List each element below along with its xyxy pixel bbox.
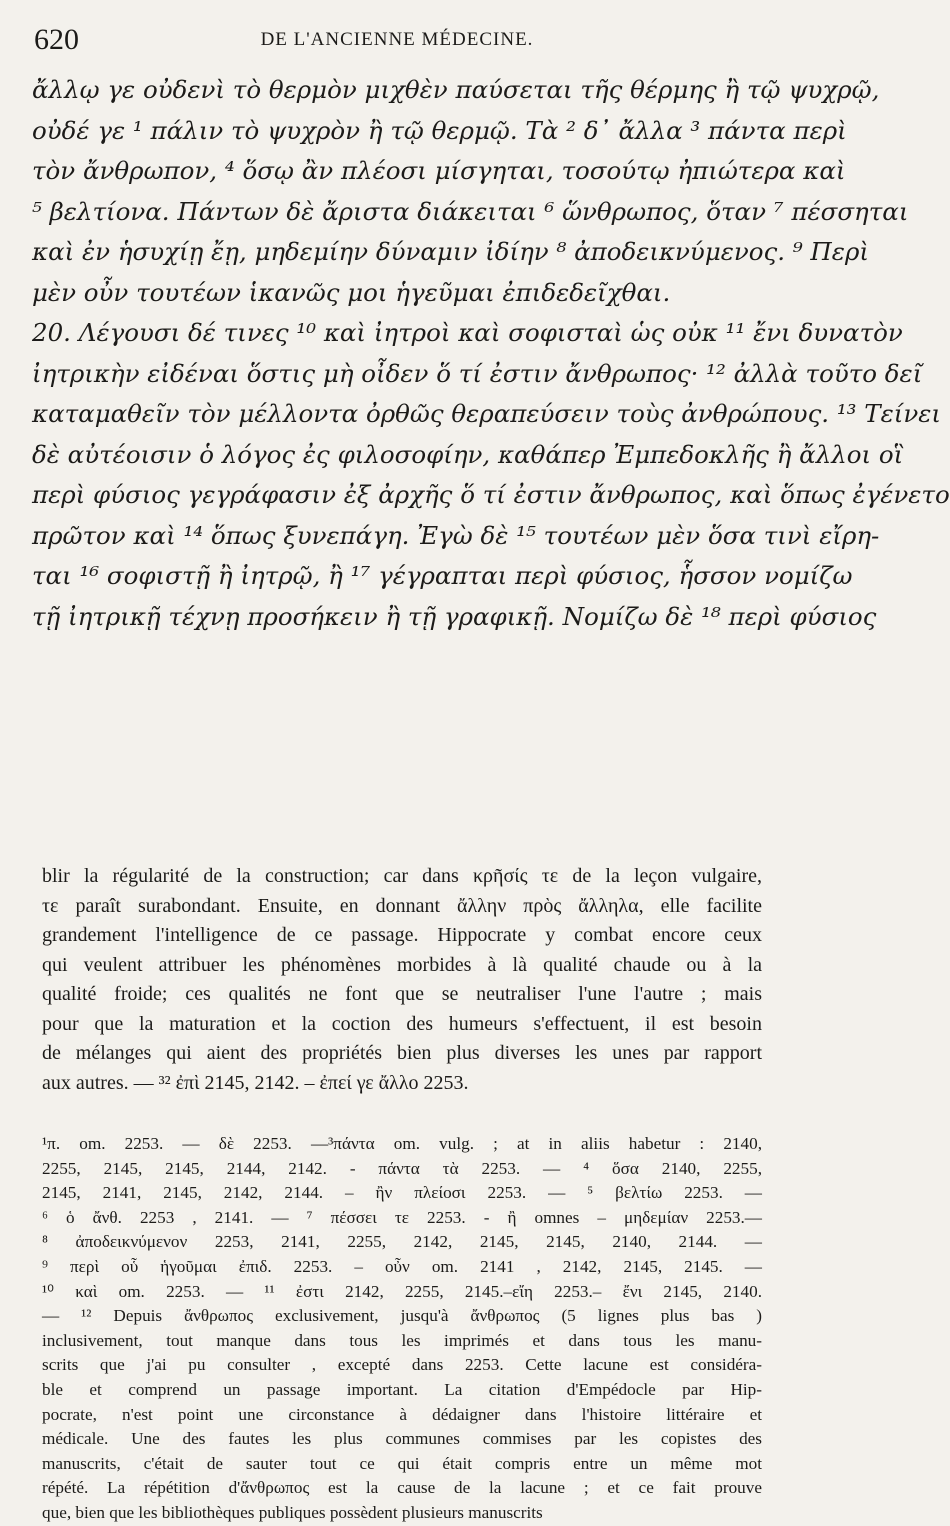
footnotes-block xyxy=(42,1132,762,1526)
greek-text-line: δὲ αὐτέοισιν ὁ λόγος ἐς φιλοσοφίην, καθάπερ Ἐμπεδοκλῆς ἢ ἄλλοι οἳ xyxy=(32,439,904,469)
greek-text-block xyxy=(32,70,950,637)
greek-text-line: τὸν ἄνθρωπον, ⁴ ὅσῳ ἂν πλέοσι μίσγηται, τοσούτῳ ἠπιώτερα καὶ xyxy=(32,156,846,185)
page-number: 620 xyxy=(34,23,79,56)
footnote-line: inclusivement, tout manque dans tous les imprimés et dans tous les manu- xyxy=(42,1330,762,1350)
footnote-line: ble et comprend un passage important. La citation d'Empédocle par Hip- xyxy=(42,1379,762,1399)
footnote-line: ⁶ ὁ ἄνθ. 2253 , 2141. — ⁷ πέσσει τε 2253. - ἢ omnes – μηδεμίαν 2253.— xyxy=(42,1207,762,1227)
page-header xyxy=(34,18,760,62)
footnote-line: médicale. Une des fautes les plus communes commises par les copistes des xyxy=(42,1429,762,1449)
footnote-line: 2255, 2145, 2145, 2144, 2142. - πάντα τὰ 2253. — ⁴ ὅσα 2140, 2255, xyxy=(42,1158,762,1178)
footnote-line: ¹⁰ καὶ om. 2253. — ¹¹ ἐστι 2142, 2255, 2145.–εἴη 2253.– ἔνι 2145, 2140. xyxy=(42,1281,762,1301)
footnote-line: ¹π. om. 2253. — δὲ 2253. —³πάντα om. vulg. ; at in aliis habetur : 2140, xyxy=(42,1134,762,1153)
footnote-line: scrits que j'ai pu consulter , excepté dans 2253. Cette lacune est considéra- xyxy=(42,1355,762,1375)
footnote-line: — ¹² Depuis ἄνθρωπος exclusivement, jusqu'à ἄνθρωπος (5 lignes plus bas ) xyxy=(42,1306,762,1326)
greek-text-line: ται ¹⁶ σοφιστῇ ἢ ἰητρῷ, ἢ ¹⁷ γέγραπται περὶ φύσιος, ἧσσον νομίζω xyxy=(32,561,853,590)
greek-text-line: οὐδέ γε ¹ πάλιν τὸ ψυχρὸν ἢ τῷ θερμῷ. Τὰ ² δ᾽ ἄλλα ³ πάντα περὶ xyxy=(32,115,847,145)
commentary-line: de mélanges qui aient des propriétés bien plus diverses les unes par rapport xyxy=(42,1042,762,1064)
footnote-line: que, bien que les bibliothèques publiques possèdent plusieurs manuscrits xyxy=(42,1502,543,1522)
footnote-line: manuscrits, c'était de sauter tout ce qui était compris entre un même mot xyxy=(42,1453,762,1473)
commentary-block xyxy=(42,862,762,1098)
greek-text-line: μὲν οὖν τουτέων ἱκανῶς μοι ἡγεῦμαι ἐπιδεδεῖχθαι. xyxy=(32,277,671,307)
greek-text-line: καὶ ἐν ἡσυχίῃ ἔῃ, μηδεμίην δύναμιν ἰδίην ⁸ ἀποδεικνύμενος. ⁹ Περὶ xyxy=(32,237,869,266)
greek-text-line: τῇ ἰητρικῇ τέχνῃ προσήκειν ἢ τῇ γραφικῇ. Νομίζω δὲ ¹⁸ περὶ φύσιος xyxy=(32,601,877,631)
footnote-line: ⁸ ἀποδεικνύμενον 2253, 2141, 2255, 2142, 2145, 2145, 2140, 2144. — xyxy=(42,1232,762,1252)
running-title: DE L'ANCIENNE MÉDECINE. xyxy=(260,29,534,50)
commentary-line: grandement l'intelligence de ce passage. Hippocrate y combat encore ceux xyxy=(42,924,762,946)
greek-text-line: ἄλλῳ γε οὐδενὶ τὸ θερμὸν μιχθὲν παύσεται τῆς θέρμης ἢ τῷ ψυχρῷ, xyxy=(32,75,880,104)
footnote-line: répété. La répétition d'ἄνθρωπος est la cause de la lacune ; et ce fait prouve xyxy=(42,1478,762,1498)
commentary-line: aux autres. — ³² ἐπὶ 2145, 2142. – ἐπεί γε ἄλλο 2253. xyxy=(42,1071,469,1094)
commentary-line: τε paraît surabondant. Ensuite, en donnant ἄλλην πρὸς ἄλληλα, elle facilite xyxy=(42,894,762,917)
greek-text-line: περὶ φύσιος γεγράφασιν ἐξ ἀρχῆς ὅ τί ἐστιν ἄνθρωπος, καὶ ὅπως ἐγένετο xyxy=(32,480,950,509)
commentary-line: pour que la maturation et la coction des humeurs s'effectuent, il est besoin xyxy=(42,1012,762,1035)
greek-text-line: ⁵ βελτίονα. Πάντων δὲ ἄριστα διάκειται ⁶ ὥνθρωπος, ὅταν ⁷ πέσσηται xyxy=(32,196,909,226)
greek-text-line: καταμαθεῖν τὸν μέλλοντα ὀρθῶς θεραπεύσειν τοὺς ἀνθρώπους. ¹³ Τείνει xyxy=(32,399,942,428)
footnote-line: ⁹ περὶ οὗ ἡγοῦμαι ἐπιδ. 2253. – οὖν om. 2141 , 2142, 2145, 2145. — xyxy=(42,1256,762,1276)
greek-text-line: ἰητρικὴν εἰδέναι ὅστις μὴ οἶδεν ὅ τί ἐστιν ἄνθρωπος· ¹² ἀλλὰ τοῦτο δεῖ xyxy=(32,358,923,388)
commentary-line: blir la régularité de la construction; car dans κρῆσίς τε de la leçon vulgaire, xyxy=(42,865,762,887)
commentary-line: qui veulent attribuer les phénomènes morbides à là qualité chaude ou à la xyxy=(42,953,762,976)
footnote-line: pocrate, n'est point une circonstance à dédaigner dans l'histoire littéraire et xyxy=(42,1404,762,1424)
greek-text-line: 20. Λέγουσι δέ τινες ¹⁰ καὶ ἰητροὶ καὶ σοφισταὶ ὡς οὐκ ¹¹ ἔνι δυνατὸν xyxy=(32,318,903,347)
commentary-line: qualité froide; ces qualités ne font que se neutraliser l'une l'autre ; mais xyxy=(42,983,762,1005)
greek-text-line: πρῶτον καὶ ¹⁴ ὅπως ξυνεπάγη. Ἐγὼ δὲ ¹⁵ τουτέων μὲν ὅσα τινὶ εἴρη- xyxy=(32,520,880,550)
footnote-line: 2145, 2141, 2145, 2142, 2144. – ἢν πλείοσι 2253. — ⁵ βελτίω 2253. — xyxy=(42,1183,762,1203)
